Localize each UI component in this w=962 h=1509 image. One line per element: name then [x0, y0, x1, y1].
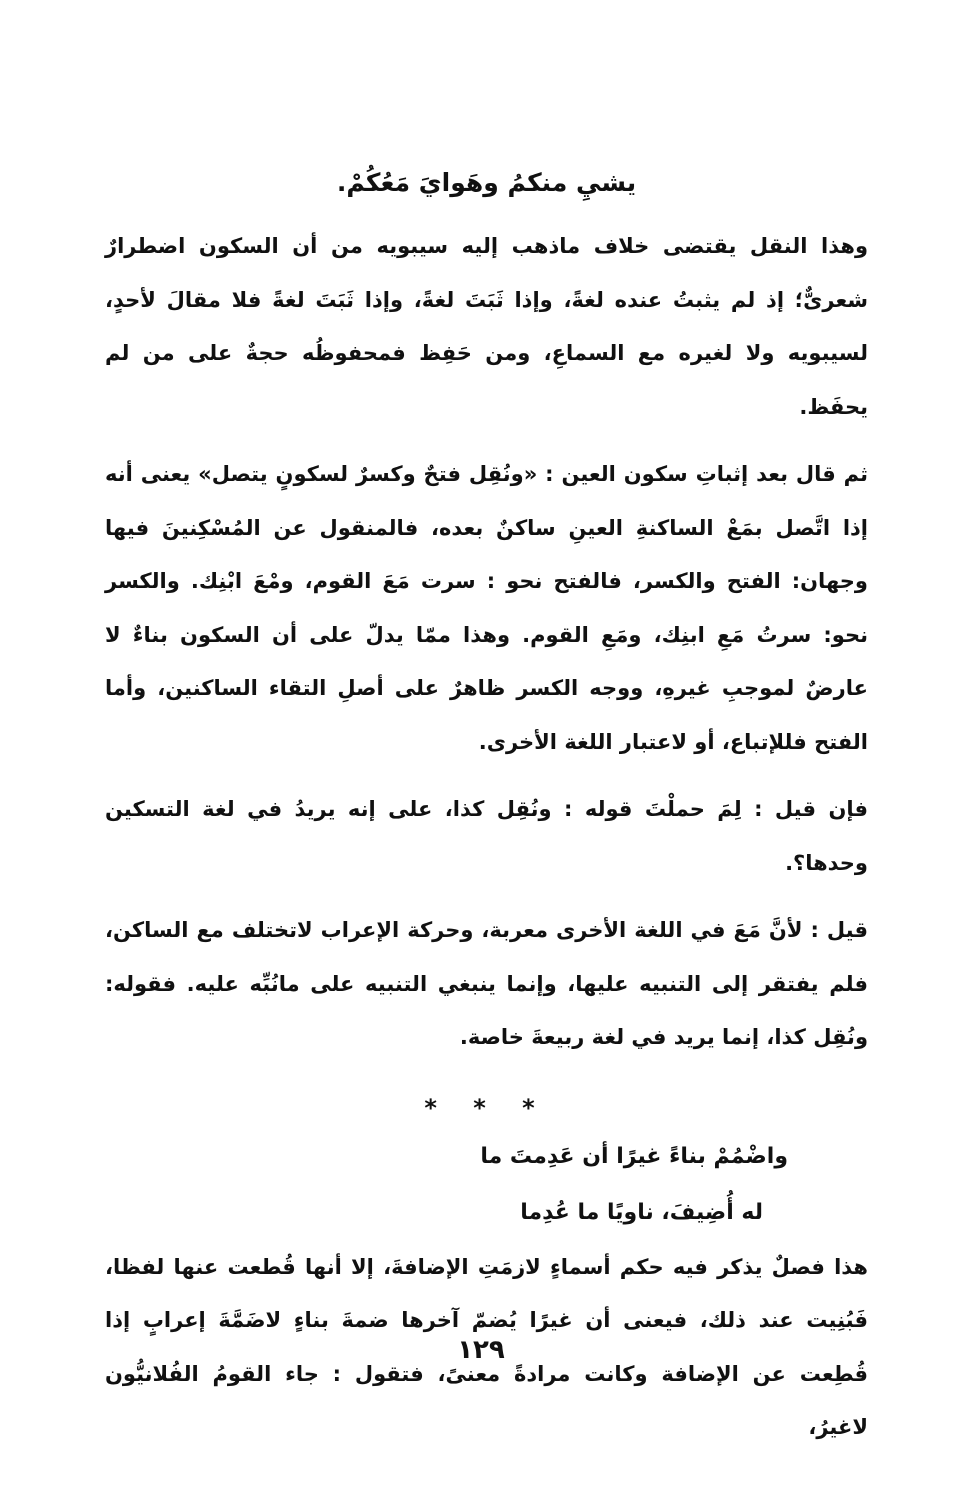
verse-fragment: يشيِ منكمُ وهَوايَ مَعُكُمْ.	[336, 168, 637, 197]
poem-block	[105, 1129, 868, 1241]
paragraph: وهذا النقل يقتضى خلاف ماذهب إليه سيبويه من أن السكون اضطرارٌ شعرىٌّ؛ إذ لم يثبتُ عنده لغةً، وإذا ثَبَتَ لغةً، وإذا ثَبَتَ لغةً فلا مقالَ لأحدٍ، لسيبويه ولا لغيره مع السماعِ، ومن حَفِظ فمحفوظُه حجةٌ على من لم يحفَظ.	[105, 234, 868, 419]
section-separator: * * *	[424, 1093, 549, 1122]
paragraph: فإن قيل : لِمَ حملْتَ قوله : ونُقِل كذا، على إنه يريدُ في لغة التسكين وحدها؟.	[105, 797, 868, 875]
paragraph: قيل : لأنَّ مَعَ في اللغة الأخرى معربة، وحركة الإعراب لاتختلف مع الساكن، فلم يفتقر إلى التنبيه عليها، وإنما ينبغي التنبيه على مانُبِّه عليه. فقوله: ونُقِل كذا، إنما يريد في لغة ربيعةَ خاصة.	[105, 918, 868, 1049]
page-body	[105, 150, 868, 1455]
paragraph: ثم قال بعد إثباتِ سكون العين : «ونُقِل فتحٌ وكسرٌ لسكونٍ يتصل» يعنى أنه إذا اتَّصل بمَعْ الساكنةِ العينِ ساكنٌ بعده، فالمنقول عن المُسْكِنينَ فيها وجهان: الفتح والكسر، فالفتح نحو : سرت مَعَ القوم، ومْعَ ابْنِك. والكسر نحو: سرتُ مَعِ ابنِك، ومَعِ القوم. وهذا ممّا يدلّ على أن السكون بناءٌ لا عارضٌ لموجبِ غيرهِ، ووجه الكسر ظاهرٌ على أصلِ التقاء الساكنين، وأما الفتح فللإتباع، أو لاعتبار اللغة الأخرى.	[105, 462, 868, 754]
poem-line: واضْمُمْ بناءً غيرًا أن عَدِمتَ ما	[480, 1143, 788, 1169]
page-number: ١٢٩	[457, 1335, 505, 1365]
paragraph-group-1	[105, 220, 868, 1065]
paragraph: هذا فصلٌ يذكر فيه حكم أسماءٍ لازمَتِ الإضافةَ، إلا أنها قُطعت عنها لفظا، فَبُنِيت عند ذلك، فيعنى أن غيرًا يُضمّ آخرها ضمةَ بناءٍ لاضَمَّةَ إعرابٍ إذا قُطِعت عن الإضافة وكانت مرادةً معنىً، فتقول : جاء القومُ الفُلانيُّون لاغيرُ،	[105, 1254, 868, 1439]
poem-line: له أُضِيفَ، ناويًا ما عُدِما	[520, 1199, 763, 1225]
